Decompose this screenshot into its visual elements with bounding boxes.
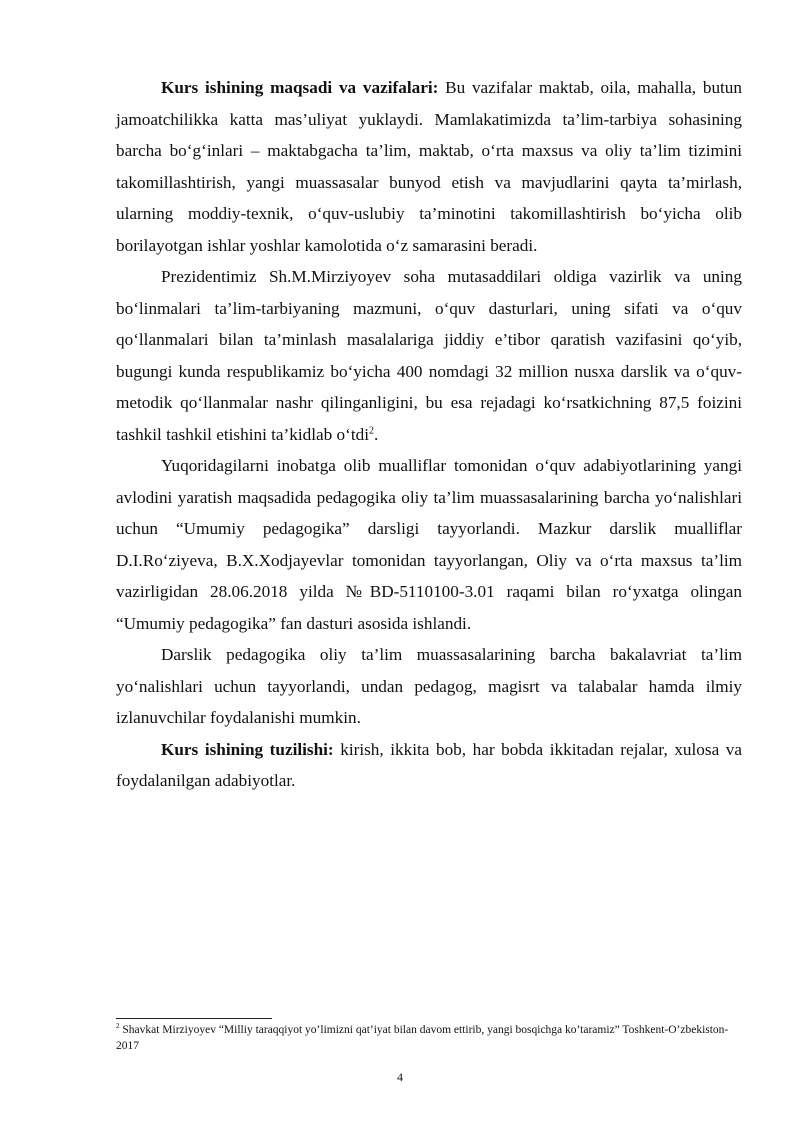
textbook-text: Yuqoridagilarni inobatga olib mualliflar tomonidan o‘quv adabiyotlarining yangi avlodini yaratish maqsadida pedagogika oliy ta’lim muassasalarining barcha yo‘nalishlari uchun “Umumiy pedagogika” darsligi tayyorlandi. Mazkur darslik mualliflar D.I.Ro‘ziyeva, B.X.Xodjayevlar tomonidan tayyorlangan, Oliy va o‘rta maxsus ta’lim vazirligidan 28.06.2018 yilda №BD-5110100-3.01 raqami bilan ro‘yxatga olingan “Umumiy pedagogika” fan dasturi asosida ishlandi. <box>116 456 742 633</box>
footnote-reference: 2 <box>369 424 375 436</box>
structure-heading: Kurs ishining tuzilishi: <box>161 739 334 759</box>
structure-text: kirish, ikkita bob, har bobda ikkitadan rejalar, xulosa va foydalanilgan adabiyotlar. <box>116 739 742 790</box>
footnote-text: Shavkat Mirziyoyev “Milliy taraqqiyot yo’limizni qat’iyat bilan davom ettirib, yangi bosqichga ko’taramiz” Toshkent-O’zbekiston-2017 <box>116 1024 729 1052</box>
goals-heading: Kurs ishining maqsadi va vazifalari: <box>161 78 439 97</box>
president-text: Prezidentimiz Sh.M.Mirziyoyev soha mutasaddilari oldiga vazirlik va uning bo‘linmalari ta’lim-tarbiyaning mazmuni, o‘quv dasturlari, uning sifati va o‘quv qo‘llanmalari bilan ta’minlash masalalariga jiddiy e’tibor qaratish vazifasini qo‘yib, bugungi kunda respublikamiz bo‘yicha 400 nomdagi 32 million nusxa darslik va o‘quv-metodik qo‘llanmalar nashr qilinganligini, bu esa rejadagi ko‘rsatkichning 87,5 foizini tashkil tashkil etishini ta’kidlab o‘tdi <box>116 267 742 444</box>
paragraph-structure <box>116 734 742 797</box>
audience-text: Darslik pedagogika oliy ta’lim muassasalarining barcha bakalavriat ta’lim yo‘nalishlari uchun tayyorlandi, undan pedagog, magisrt va talabalar hamda ilmiy izlanuvchilar foydalanishi mumkin. <box>116 645 742 727</box>
footnote-mark: 2 <box>116 1022 120 1031</box>
paragraph-president <box>116 261 742 450</box>
paragraph-textbook <box>116 450 742 639</box>
goals-text: Bu vazifalar maktab, oila, mahalla, butun jamoatchilikka katta mas’uliyat yuklaydi. Mamlakatimizda ta’lim-tarbiya sohasining barcha bo‘g‘inlari – maktabgacha ta’lim, maktab, o‘rta maxsus va oliy ta’lim tizimini takomillashtirish, yangi muassasalar bunyod etish va mavjudlarini qayta ta’mirlash, ularning moddiy-texnik, o‘quv-uslubiy ta’minotini takomillashtirish bo‘yicha olib borilayotgan ishlar yoshlar kamolotida o‘z samarasini beradi. <box>116 78 742 255</box>
paragraph-audience <box>116 639 742 734</box>
president-text-tail: . <box>374 424 379 444</box>
paragraph-goals <box>116 72 742 261</box>
page-body <box>116 72 742 797</box>
footnote-divider <box>116 1018 272 1019</box>
page-number: 4 <box>397 1070 403 1084</box>
footnote <box>116 1022 742 1054</box>
